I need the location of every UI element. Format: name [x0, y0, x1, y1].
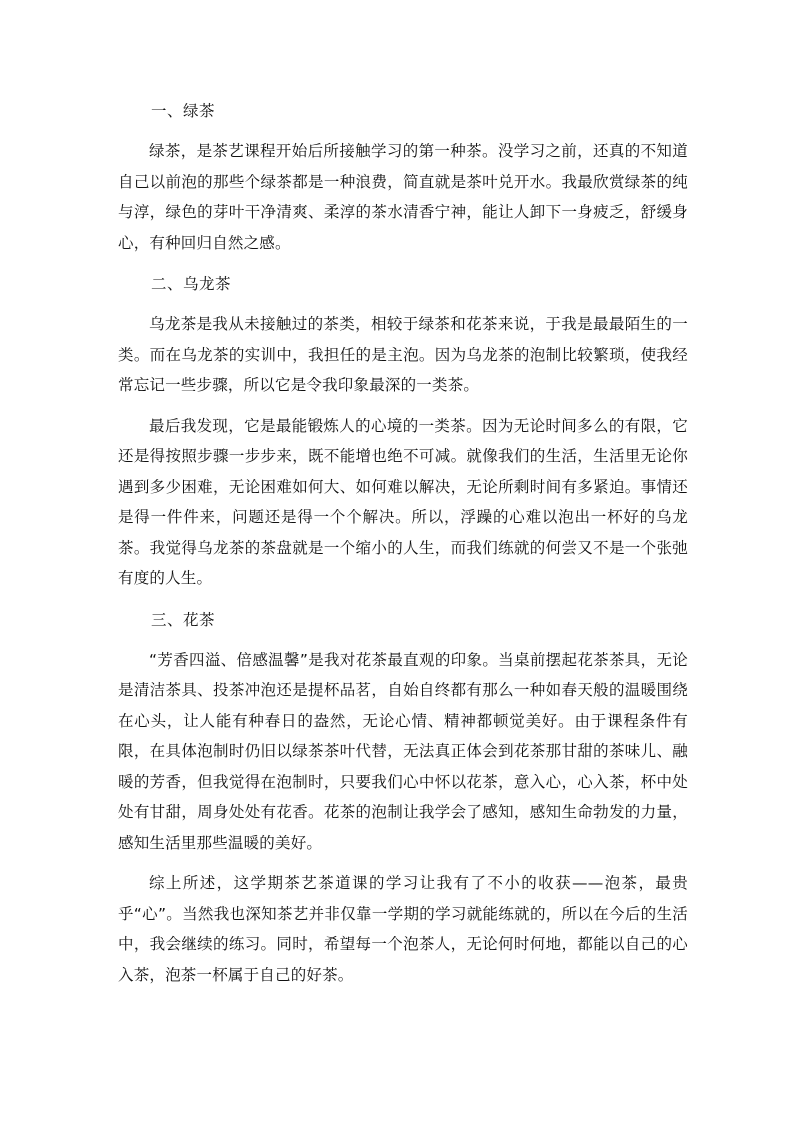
section-flower-tea — [118, 604, 688, 991]
section-heading: 三、花茶 — [151, 610, 216, 629]
paragraph: 最后我发现，它是最能锻炼人的心境的一类茶。因为无论时间多么的有限，它还是得按照步骤一步步来，既不能增也绝不可减。就像我们的生活，生活里无论你遇到多少困难，无论困难如何大、如何难以解决，无论所剩时间有多紧迫。事情还是得一件件来，问题还是得一个个解决。所以，浮躁的心难以泡出一杯好的乌龙茶。我觉得乌龙茶的茶盘就是一个缩小的人生，而我们练就的何尝又不是一个张弛有度的人生。 — [118, 416, 688, 587]
section-heading: 一、绿茶 — [151, 102, 216, 120]
paragraph: 综上所述，这学期茶艺茶道课的学习让我有了不小的收获——泡茶，最贵乎“心”。当然我也深知茶艺并非仅靠一学期的学习就能练就的，所以在今后的生活中，我会继续的练习。同时，希望每一个泡茶人，无论何时何地，都能以自己的心入茶，泡茶一杯属于自己的好茶。 — [118, 874, 688, 984]
paragraph: “芳香四溢、倍感温馨”是我对花茶最直观的印象。当桌前摆起花茶茶具，无论是清洁茶具、投茶冲泡还是提杯品茗，自始自终都有那么一种如春天般的温暖围绕在心头，让人能有种春日的盎然，无论心情、精神都顿觉美好。由于课程条件有限，在具体泡制时仍旧以绿茶茶叶代替，无法真正体会到花茶那甘甜的茶味儿、融暖的芳香，但我觉得在泡制时，只要我们心中怀以花茶，意入心，心入茶，杯中处处有甘甜，周身处处有花香。花茶的泡制让我学会了感知，感知生命勃发的力量，感知生活里那些温暖的美好。 — [118, 650, 688, 852]
paragraph: 乌龙茶是我从未接触过的茶类，相较于绿茶和花茶来说，于我是最最陌生的一类。而在乌龙茶的实训中，我担任的是主泡。因为乌龙茶的泡制比较繁琐，使我经常忘记一些步骤，所以它是令我印象最深的一类茶。 — [118, 315, 688, 394]
section-heading: 二、乌龙茶 — [151, 275, 232, 293]
section-oolong-tea — [118, 268, 688, 594]
paragraph: 绿茶，是茶艺课程开始后所接触学习的第一种茶。没学习之前，还真的不知道自己以前泡的那些个绿茶都是一种浪费，简直就是茶叶兑开水。我最欣赏绿茶的纯与淳，绿色的芽叶干净清爽、柔淳的茶水清香宁神，能让人卸下一身疲乏，舒缓身心，有种回归自然之感。 — [118, 142, 688, 252]
document-body — [118, 95, 688, 1000]
section-green-tea — [118, 95, 688, 258]
